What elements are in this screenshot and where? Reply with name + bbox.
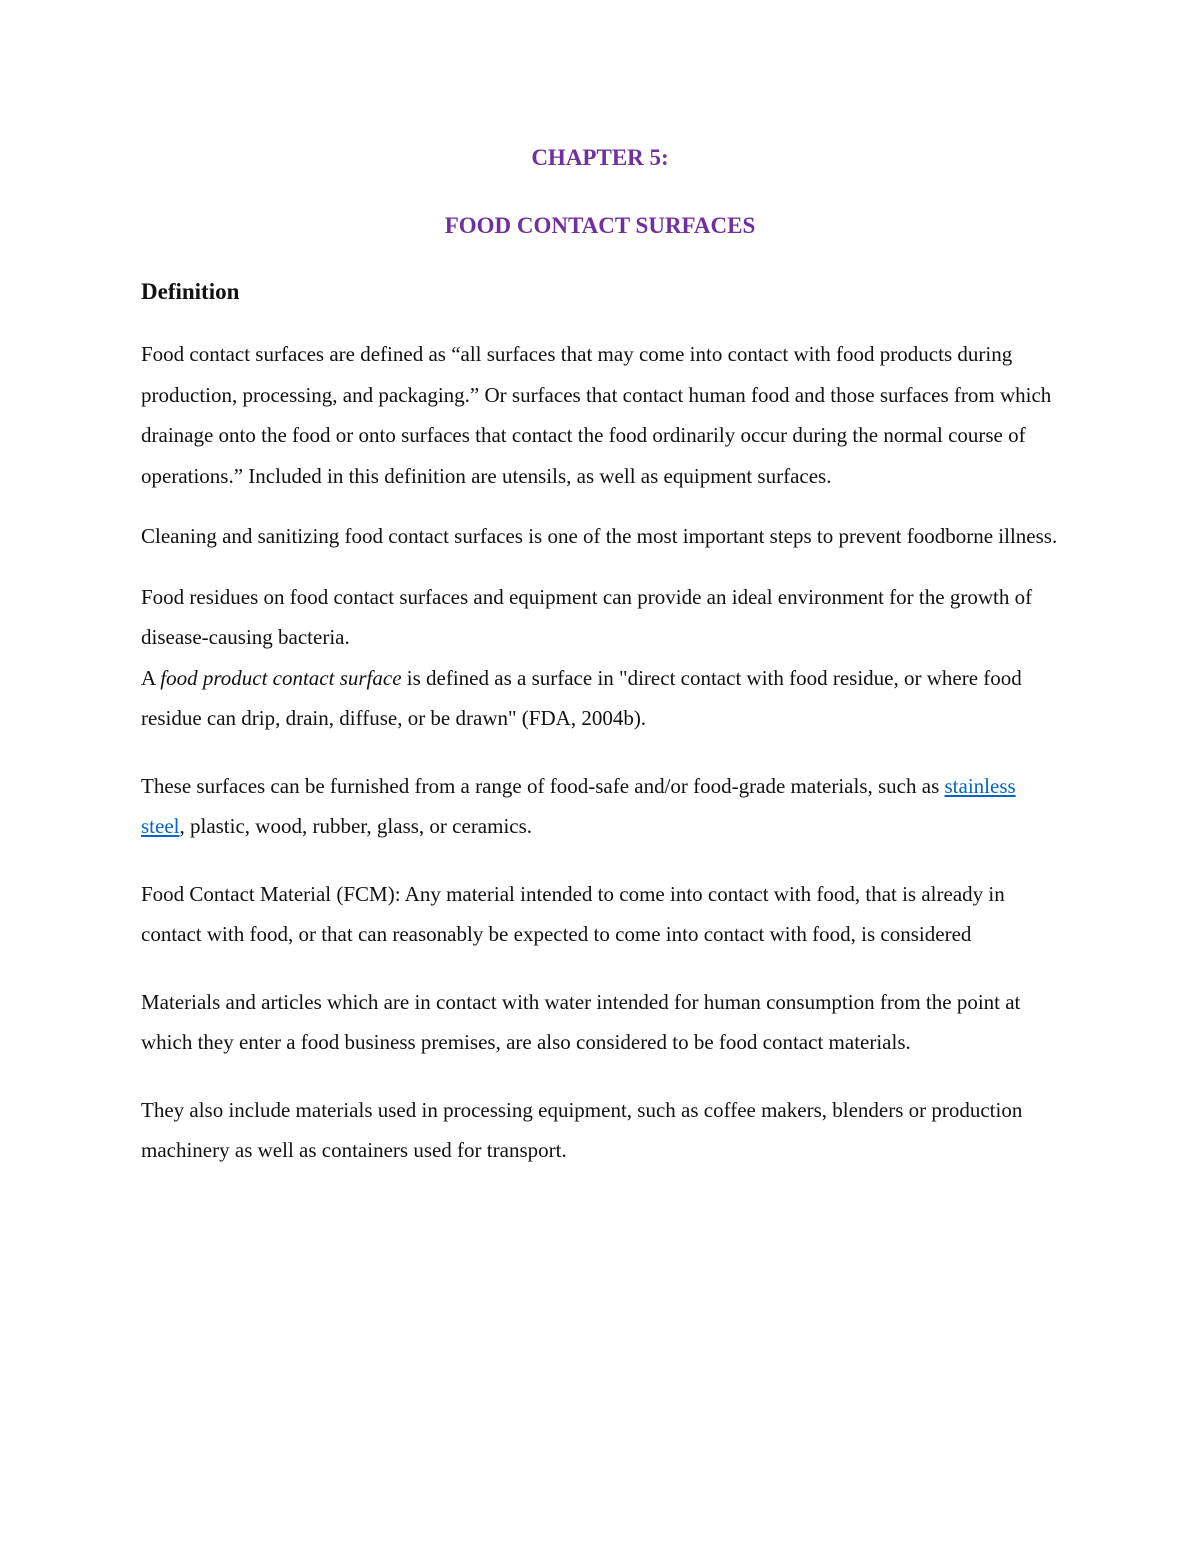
- paragraph-food-residues: Food residues on food contact surfaces and equipment can provide an ideal environment for the growth of disease-causing bacteria.: [141, 584, 1033, 649]
- p5-prefix: These surfaces can be furnished from a range of food-safe and/or food-grade materials, such as: [141, 773, 945, 798]
- paragraph-fcm: Food Contact Material (FCM): Any material intended to come into contact with food, that is already in contact with food, or that can reasonably be expected to come into contact with food, is considered: [141, 881, 1005, 946]
- p4-italic-term: food product contact surface: [160, 665, 402, 690]
- p5-suffix: , plastic, wood, rubber, glass, or ceramics.: [179, 814, 533, 838]
- paragraph-cleaning: Cleaning and sanitizing food contact surfaces is one of the most important steps to prevent foodborne illness.: [141, 524, 1058, 548]
- chapter-title: CHAPTER 5:: [531, 145, 669, 170]
- chapter-subtitle: FOOD CONTACT SURFACES: [444, 213, 756, 238]
- p4-suffix: is defined as a surface in "direct contact with food residue, or where food residue can drip, drain, diffuse, or be drawn" (FDA, 2004b).: [141, 665, 1022, 730]
- paragraph-water-materials: Materials and articles which are in contact with water intended for human consumption from the point at which they enter a food business premises, are also considered to be food contact materials.: [141, 989, 1021, 1054]
- paragraph-processing-equipment: They also include materials used in processing equipment, such as coffee makers, blenders or production machinery as well as containers used for transport.: [141, 1097, 1023, 1162]
- paragraph-definition: Food contact surfaces are defined as “all surfaces that may come into contact with food products during production, processing, and packaging.” Or surfaces that contact human food and those surfaces from which drainage onto the food or onto surfaces that contact the food ordinarily occur during the normal course of operations.” Included in this definition are utensils, as well as equipment surfaces.: [141, 342, 1052, 488]
- document-page: [141, 138, 1059, 1171]
- section-heading-definition: Definition: [141, 279, 240, 304]
- paragraph-materials-range: [141, 766, 1059, 847]
- p4-prefix: A: [141, 665, 161, 690]
- stainless-steel-link[interactable]: stainless steel: [141, 773, 1016, 838]
- paragraph-product-contact-surface: [141, 658, 1059, 739]
